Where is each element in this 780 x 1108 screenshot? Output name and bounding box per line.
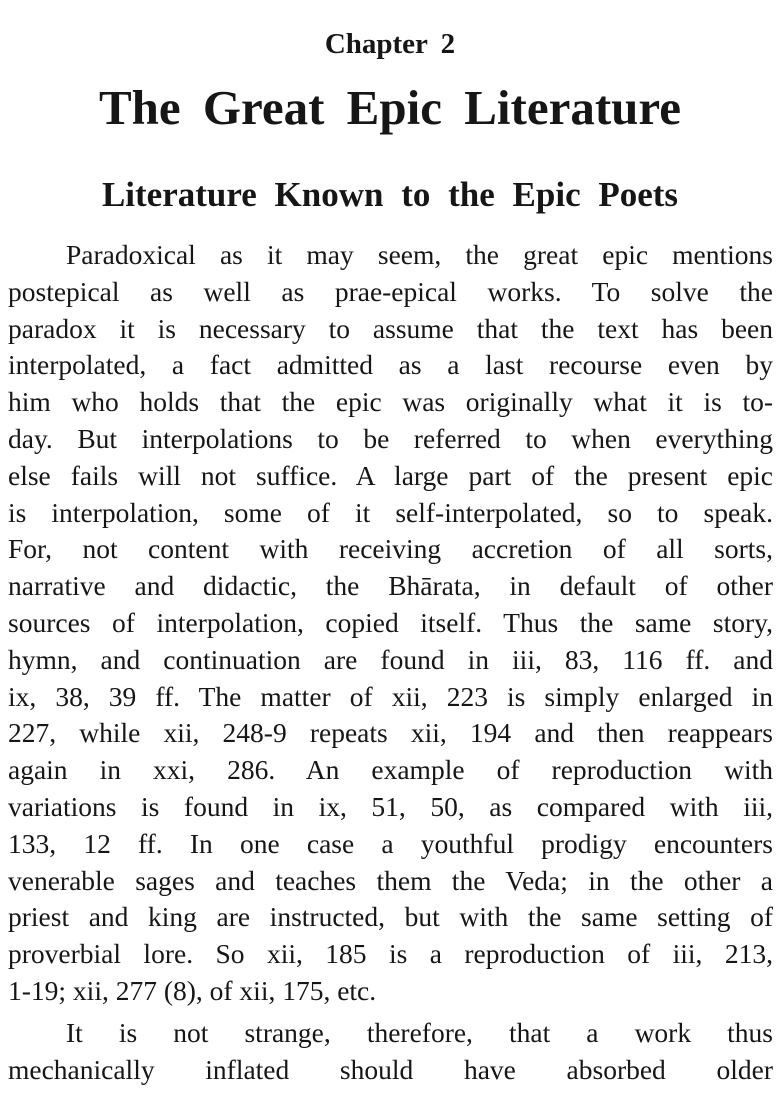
- paragraph-line: 1-19; xii, 277 (8), of xii, 175, etc.: [8, 974, 377, 1006]
- section-heading: Literature Known to the Epic Poets: [101, 175, 679, 214]
- paragraph-line: postepical as well as prae-epical works. To solve the: [8, 275, 773, 307]
- paragraph-line: is interpolation, some of it self-interpolated, so to speak.: [8, 496, 773, 528]
- paragraph-line: It is not strange, therefore, that a work thus: [66, 1017, 773, 1048]
- paragraph-line: ix, 38, 39 ff. The matter of xii, 223 is simply enlarged in: [8, 680, 773, 712]
- paragraph-line: venerable sages and teaches them the Veda; in the other a: [8, 864, 773, 896]
- paragraph-line: him who holds that the epic was originally what it is to-: [8, 386, 773, 418]
- paragraph-line: mechanically inflated should have absorbed older: [8, 1053, 773, 1085]
- body-paragraph-2: [8, 1015, 773, 1089]
- paragraph-line: hymn, and continuation are found in iii, 83, 116 ff. and: [8, 643, 773, 675]
- paragraph-line: variations is found in ix, 51, 50, as compared with iii,: [8, 790, 773, 822]
- paragraph-line: proverbial lore. So xii, 185 is a reproduction of iii, 213,: [8, 938, 773, 970]
- paragraph-line: paradox it is necessary to assume that the text has been: [8, 312, 773, 344]
- paragraph-line: day. But interpolations to be referred to when everything: [8, 422, 773, 454]
- paragraph-line: sources of interpolation, copied itself. Thus the same story,: [8, 606, 773, 638]
- body-paragraph-1: [8, 237, 773, 1010]
- paragraph-line: interpolated, a fact admitted as a last recourse even by: [8, 349, 773, 381]
- chapter-title: The Great Epic Literature: [98, 80, 682, 135]
- paragraph-line: Paradoxical as it may seem, the great epic mentions: [66, 239, 773, 270]
- paragraph-line: 227, while xii, 248-9 repeats xii, 194 and then reappears: [8, 717, 773, 749]
- paragraph-line: else fails will not suffice. A large part of the present epic: [8, 459, 773, 491]
- chapter-label: Chapter 2: [324, 28, 456, 60]
- paragraph-line: priest and king are instructed, but with the same setting of: [8, 901, 773, 933]
- paragraph-line: narrative and didactic, the Bhārata, in default of other: [8, 570, 773, 602]
- paragraph-line: For, not content with receiving accretion of all sorts,: [8, 533, 773, 565]
- paragraph-line: 133, 12 ff. In one case a youthful prodigy encounters: [8, 827, 773, 859]
- paragraph-line: again in xxi, 286. An example of reproduction with: [8, 754, 773, 786]
